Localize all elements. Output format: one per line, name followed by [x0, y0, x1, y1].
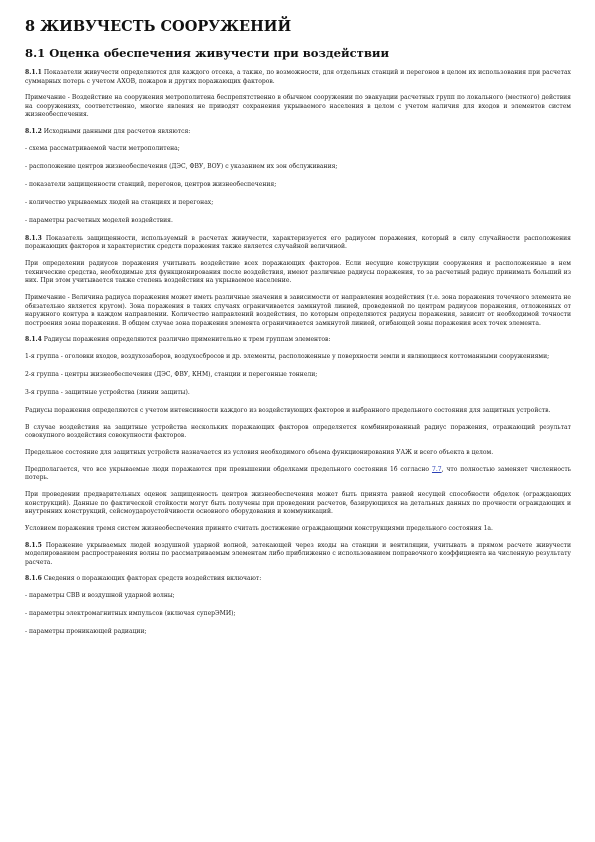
- paragraph-text: - схема рассматриваемой части метрополитена;: [25, 144, 180, 152]
- paragraph: [25, 525, 571, 534]
- paragraph-text: Предполагается, что все укрываемые люди поражаются при превышении обделками предельного состояния 1б согласно: [25, 465, 430, 473]
- paragraph-text: Поражение укрываемых людей воздушной ударной волной, затекающей через входы на станции и вентиляции, учитывать в прямом расчете живучести моделированием распространения волны по рассматриваемым элементам либо приближенно с использованием поправочного коэффициента на численную результату расчета.: [25, 541, 571, 566]
- paragraph: [25, 69, 571, 86]
- paragraph-text: Радиусы поражения определяются различно применительно к трем группам элементов:: [43, 336, 331, 344]
- paragraph-text: Сведения о поражающих факторах средств воздействия включают:: [43, 575, 262, 583]
- paragraph-text: При определении радиусов поражения учитывать воздействие всех поражающих факторов. Если несущие конструкции сооружения и расположенные в нем технические средства, необходимые для функционирования после воздействия, имеют различные радиусы поражения, то за расчетный радиус принимать больший из них. При этом учитывается также степень воздействия на укрываемое население.: [25, 260, 571, 285]
- paragraph: [25, 336, 571, 345]
- paragraph: [25, 575, 571, 584]
- paragraph-text: Примечание - Величина радиуса поражения может иметь различные значения в зависимости от направления воздействия (т.е. зона поражения точечного элемента не обязательно является кругом). Зона поражения в таких случаях ограничивается замкнутой линией, проведенной по центрам радиусов поражения, отложенных от наружного контура в каждом направлении. Количество направлений воздействия, по которым определяются радиусы поражения, зависит от необходимой точности построения зоны поражения. В общем случае зона поражения элемента ограничивается замкнутой линией, огибающей зоны поражения всех точек элемента.: [25, 293, 571, 327]
- clause-reference-link[interactable]: 7.7: [431, 465, 442, 473]
- clause-number: 8.1.3: [25, 234, 42, 242]
- paragraph-text: - количество укрываемых людей на станциях и перегонах;: [25, 198, 214, 206]
- paragraph: [25, 128, 571, 137]
- paragraph: [25, 94, 571, 120]
- paragraph-text: Условием поражения тремя систем жизнеобеспечения принято считать достижение ограждающими конструкциями предельного состояния 1а.: [25, 524, 493, 532]
- paragraph: [25, 542, 571, 568]
- list-item: [25, 181, 571, 190]
- list-item: [25, 199, 571, 208]
- paragraph: [25, 407, 571, 416]
- paragraph-text: Показатель защищенности, используемый в расчетах живучести, характеризуется его радиусом поражения, который в силу случайности расположения поражающих факторов и характеристик средств поражения также является случайной величиной.: [25, 234, 571, 251]
- paragraph-text: - показатели защищенности станций, перегонов, центров жизнеобеспечения;: [25, 180, 277, 188]
- list-item: [25, 610, 571, 619]
- list-item: [25, 217, 571, 226]
- paragraph-text: Показатели живучести определяются для каждого отсека, а также, по возможности, для отдельных станций и перегонов в целом их использования при расчетах суммарных потерь с учетом АХОВ, пожаров и других поражающих факторов.: [25, 69, 571, 85]
- paragraph: [25, 491, 571, 517]
- list-item: [25, 145, 571, 154]
- paragraph-text: Предельное состояние для защитных устройств назначается из условия необходимого объема функционирования УАЖ и всего объекта в целом.: [25, 449, 494, 456]
- paragraph-text: 2-я группа - центры жизнеобеспечения (ДЭС, ФВУ, КНМ), станции и перегонные тоннели;: [25, 371, 318, 379]
- paragraph-text: 3-я группа - защитные устройства (линии защиты).: [25, 389, 190, 397]
- paragraph-text: При проведении предварительных оценок защищенность центров жизнеобеспечения может быть принята равной несущей способности обделок (ограждающих конструкций). Данные по фактической стойкости могут быть получены при проведении расчетов, базирующихся на детальных данных по прочности ограждающих и внутренних конструкций, сейсмоудароустойчивости основного оборудования и коммуникаций.: [25, 490, 571, 516]
- page-title: 8 ЖИВУЧЕСТЬ СООРУЖЕНИЙ: [25, 18, 292, 35]
- clause-number: 8.1.4: [25, 336, 42, 344]
- paragraph: [25, 449, 571, 458]
- section-heading: 8.1 Оценка обеспечения живучести при воздействии: [25, 46, 390, 60]
- clause-number: 8.1.1: [25, 69, 42, 76]
- list-item: [25, 163, 571, 172]
- clause-number: 8.1.6: [25, 575, 42, 583]
- clause-number: 8.1.2: [25, 128, 42, 136]
- paragraph-text: , что полностью заменяет численность потерь.: [25, 465, 571, 482]
- list-item: [25, 628, 571, 637]
- paragraph: [25, 235, 571, 252]
- paragraph-text: 1-я группа - оголовки входов, воздухозаборов, воздухосбросов и др. элементы, расположенные у поверхности земли и являющиеся коттоманными сооружениями;: [25, 353, 550, 361]
- paragraph-text: Радиусы поражения определяются с учетом интенсивности каждого из воздействующих факторов и выбранного предельного состояния для защитных устройств.: [25, 407, 551, 415]
- paragraph: [25, 260, 571, 286]
- list-item: [25, 389, 571, 398]
- clause-number: 8.1.5: [25, 541, 42, 549]
- paragraph: [25, 466, 571, 483]
- paragraph: [25, 424, 571, 441]
- paragraph: [25, 294, 571, 328]
- paragraph-text: - параметры проникающей радиации;: [25, 628, 147, 636]
- list-item: [25, 592, 571, 601]
- paragraph-text: - параметры СВВ и воздушной ударной волны;: [25, 592, 175, 600]
- paragraph-text: Исходными данными для расчетов являются:: [43, 128, 191, 136]
- paragraph-text: - параметры расчетных моделей воздействия.: [25, 216, 173, 224]
- list-item: [25, 371, 571, 380]
- paragraph-text: - расположение центров жизнеобеспечения (ДЭС, ФВУ, ВОУ) с указанием их зон обслуживания;: [25, 162, 338, 170]
- list-item: [25, 353, 571, 362]
- document-body: [25, 69, 571, 637]
- paragraph-text: - параметры электромагнитных импульсов (включая суперЭМИ);: [25, 610, 236, 618]
- paragraph-text: Примечание - Воздействие на сооружения метрополитена беспрепятственно в обычном сооружении по эвакуации расчетных групп по локального (местного) действия на сооружениях, соответственно, многие явления не приводят сохранения укрываемого населения в целом с учетом наличия для входов и элементов систем жизнеобеспечения.: [25, 94, 571, 119]
- paragraph-text: В случае воздействия на защитные устройства нескольких поражающих факторов определяется комбинированный радиус поражения, отражающий результат совокупного воздействия совокупности факторов.: [25, 423, 571, 440]
